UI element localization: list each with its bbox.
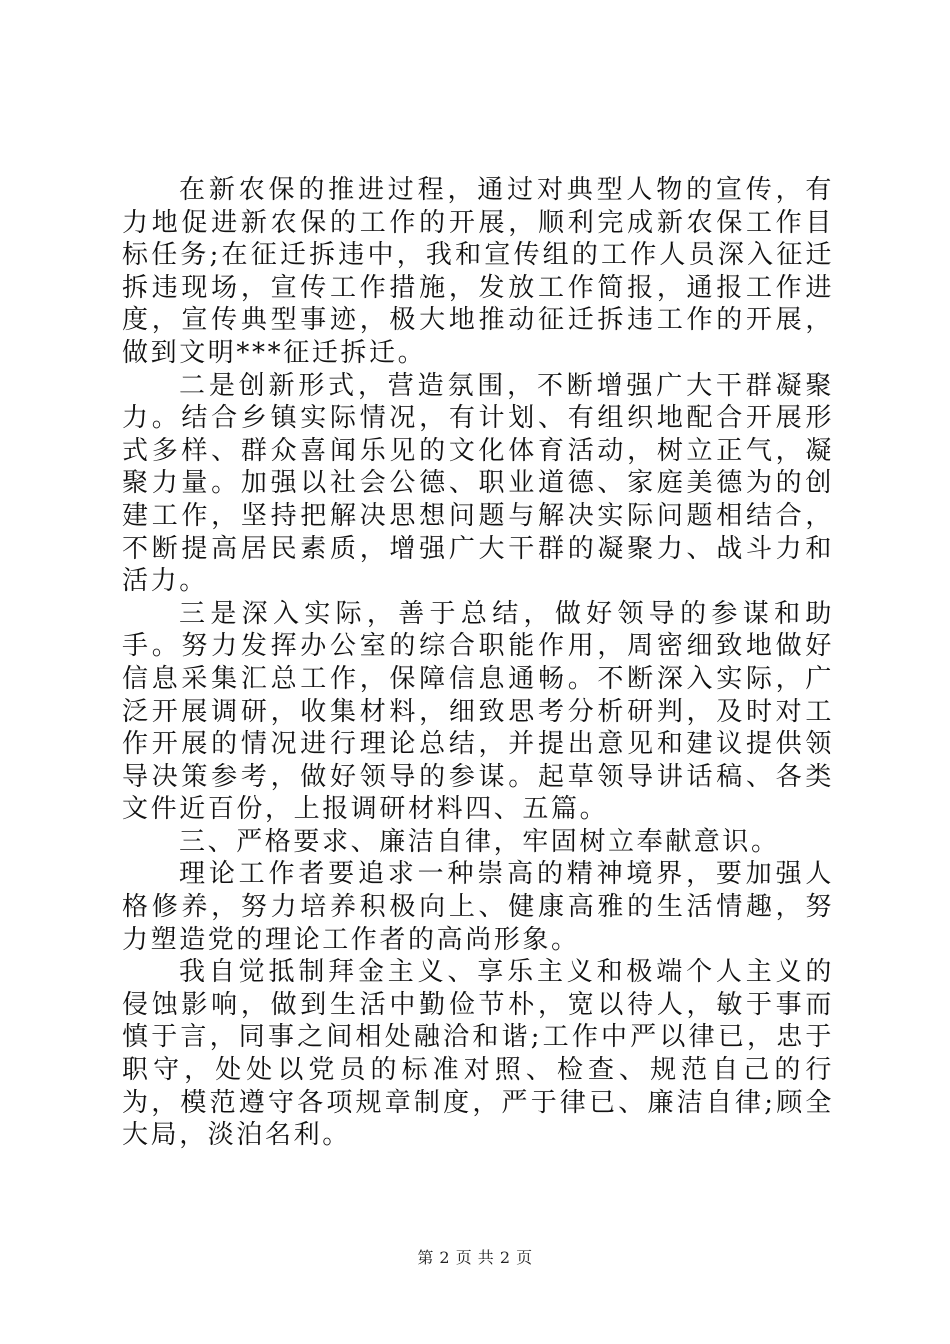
paragraph-3: 三是深入实际，善于总结，做好领导的参谋和助手。努力发挥办公室的综合职能作用，周密细致地做好信息采集汇总工作，保障信息通畅。不断深入实际，广泛开展调研，收集材料，细致思考分析研判，及时对工作开展的情况进行理论总结，并提出意见和建议提供领导决策参考，做好领导的参谋。起草领导讲话稿、各类文件近百份，上报调研材料四、五篇。: [122, 598, 834, 825]
paragraph-2: 二是创新形式，营造氛围，不断增强广大干群凝聚力。结合乡镇实际情况，有计划、有组织地配合开展形式多样、群众喜闻乐见的文化体育活动，树立正气，凝聚力量。加强以社会公德、职业道德、家庭美德为的创建工作，坚持把解决思想问题与解决实际问题相结合，不断提高居民素质，增强广大干群的凝聚力、战斗力和活力。: [122, 370, 834, 597]
page-number-footer: 第 2 页 共 2 页: [417, 1248, 533, 1267]
paragraph-5: 理论工作者要追求一种崇高的精神境界，要加强人格修养，努力培养积极向上、健康高雅的生活情趣，努力塑造党的理论工作者的高尚形象。: [122, 859, 834, 955]
paragraph-6: 我自觉抵制拜金主义、享乐主义和极端个人主义的侵蚀影响，做到生活中勤俭节朴，宽以待人，敏于事而慎于言，同事之间相处融洽和谐;工作中严以律已，忠于职守，处处以党员的标准对照、检查、规范自己的行为，模范遵守各项规章制度，严于律已、廉洁自律;顾全大局，淡泊名利。: [122, 957, 834, 1151]
document-body: [122, 174, 834, 1152]
section-heading: 三、严格要求、廉洁自律，牢固树立奉献意识。: [179, 826, 780, 857]
paragraph-1: 在新农保的推进过程，通过对典型人物的宣传，有力地促进新农保的工作的开展，顺利完成新农保工作目标任务;在征迁拆违中，我和宣传组的工作人员深入征迁拆违现场，宣传工作措施，发放工作简报，通报工作进度，宣传典型事迹，极大地推动征迁拆违工作的开展，做到文明***征迁拆迁。: [122, 175, 834, 368]
